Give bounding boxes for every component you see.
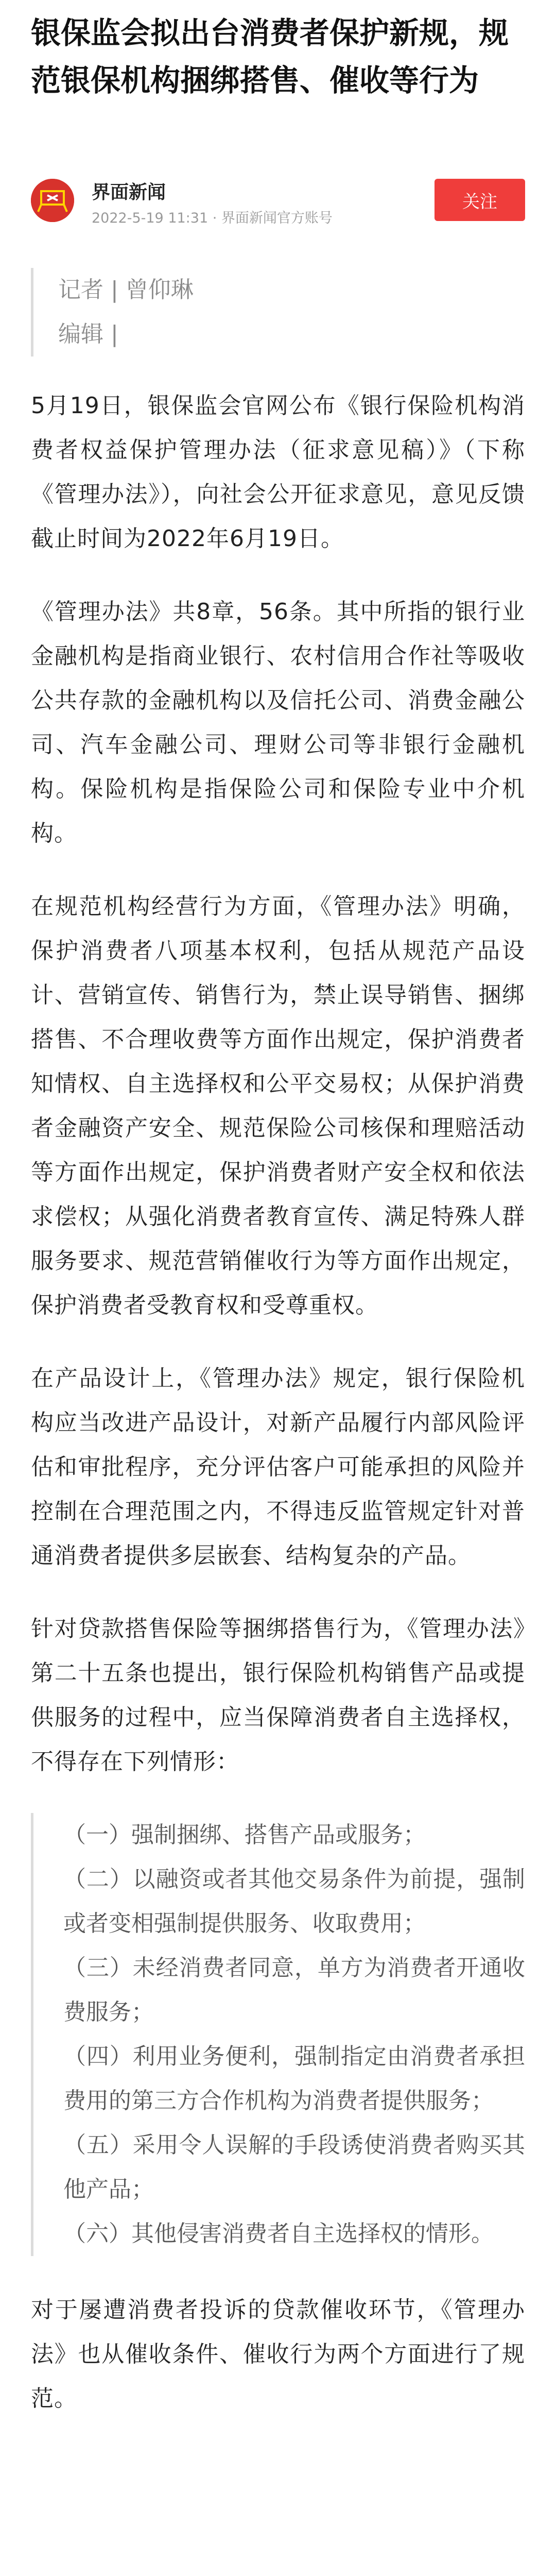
jiemian-logo-icon — [31, 179, 74, 222]
publish-meta: 2022-5-19 11:31 · 界面新闻官方账号 — [92, 210, 333, 226]
author-bar — [31, 173, 525, 227]
paragraph: 针对贷款搭售保险等捆绑搭售行为，《管理办法》第二十五条也提出，银行保险机构销售产品或提供服务的过程中，应当保障消费者自主选择权，不得存在下列情形： — [31, 1616, 525, 1775]
quote-item: （五）采用令人误解的手段诱使消费者购买其他产品； — [63, 2132, 525, 2202]
author-name[interactable]: 界面新闻 — [92, 182, 166, 203]
byline — [31, 268, 522, 357]
quote-item: （二）以融资或者其他交易条件为前提，强制或者变相强制提供服务、收取费用； — [63, 1866, 525, 1937]
quote-block — [31, 1813, 525, 2256]
quote-item: （一）强制捆绑、搭售产品或服务； — [63, 1822, 426, 1848]
paragraph: 5月19日，银保监会官网公布《银行保险机构消费者权益保护管理办法（征求意见稿）》（下称《管理办法》），向社会公开征求意见，意见反馈截止时间为2022年6月19日。 — [31, 393, 525, 552]
paragraph: 在产品设计上，《管理办法》规定，银行保险机构应当改进产品设计，对新产品履行内部风险评估和审批程序，充分评估客户可能承担的风险并控制在合理范围之内，不得违反监管规定针对普通消费者提供多层嵌套、结构复杂的产品。 — [31, 1365, 525, 1569]
quote-item: （三）未经消费者同意，单方为消费者开通收费服务； — [63, 1955, 525, 2025]
paragraph: 在规范机构经营行为方面，《管理办法》明确，保护消费者八项基本权利，包括从规范产品设计、营销宣传、销售行为，禁止误导销售、捆绑搭售、不合理收费等方面作出规定，保护消费者知情权、自主选择权和公平交易权；从保护消费者金融资产安全、规范保险公司核保和理赔活动等方面作出规定，保护消费者财产安全权和依法求偿权；从强化消费者教育宣传、满足特殊人群服务要求、规范营销催收行为等方面作出规定，保护消费者受教育权和受尊重权。 — [31, 893, 525, 1318]
reporter-line: 记者 | 曾仰琳 — [58, 277, 194, 303]
article-title: 银保监会拟出台消费者保护新规，规范银保机构捆绑搭售、催收等行为 — [31, 15, 509, 98]
follow-button[interactable]: 关注 — [435, 179, 525, 221]
avatar[interactable] — [31, 179, 74, 222]
paragraph: 对于屡遭消费者投诉的贷款催收环节，《管理办法》也从催收条件、催收行为两个方面进行了规范。 — [31, 2297, 525, 2412]
quote-item: （四）利用业务便利，强制指定由消费者承担费用的第三方合作机构为消费者提供服务； — [63, 2043, 525, 2114]
article-body — [31, 384, 525, 2450]
paragraph: 《管理办法》共8章，56条。其中所指的银行业金融机构是指商业银行、农村信用合作社等吸收公共存款的金融机构以及信托公司、消费金融公司、汽车金融公司、理财公司等非银行金融机构。保险机构是指保险公司和保险专业中介机构。 — [31, 599, 525, 846]
editor-line: 编辑 | — [58, 321, 118, 347]
quote-item: （六）其他侵害消费者自主选择权的情形。 — [63, 2221, 494, 2247]
